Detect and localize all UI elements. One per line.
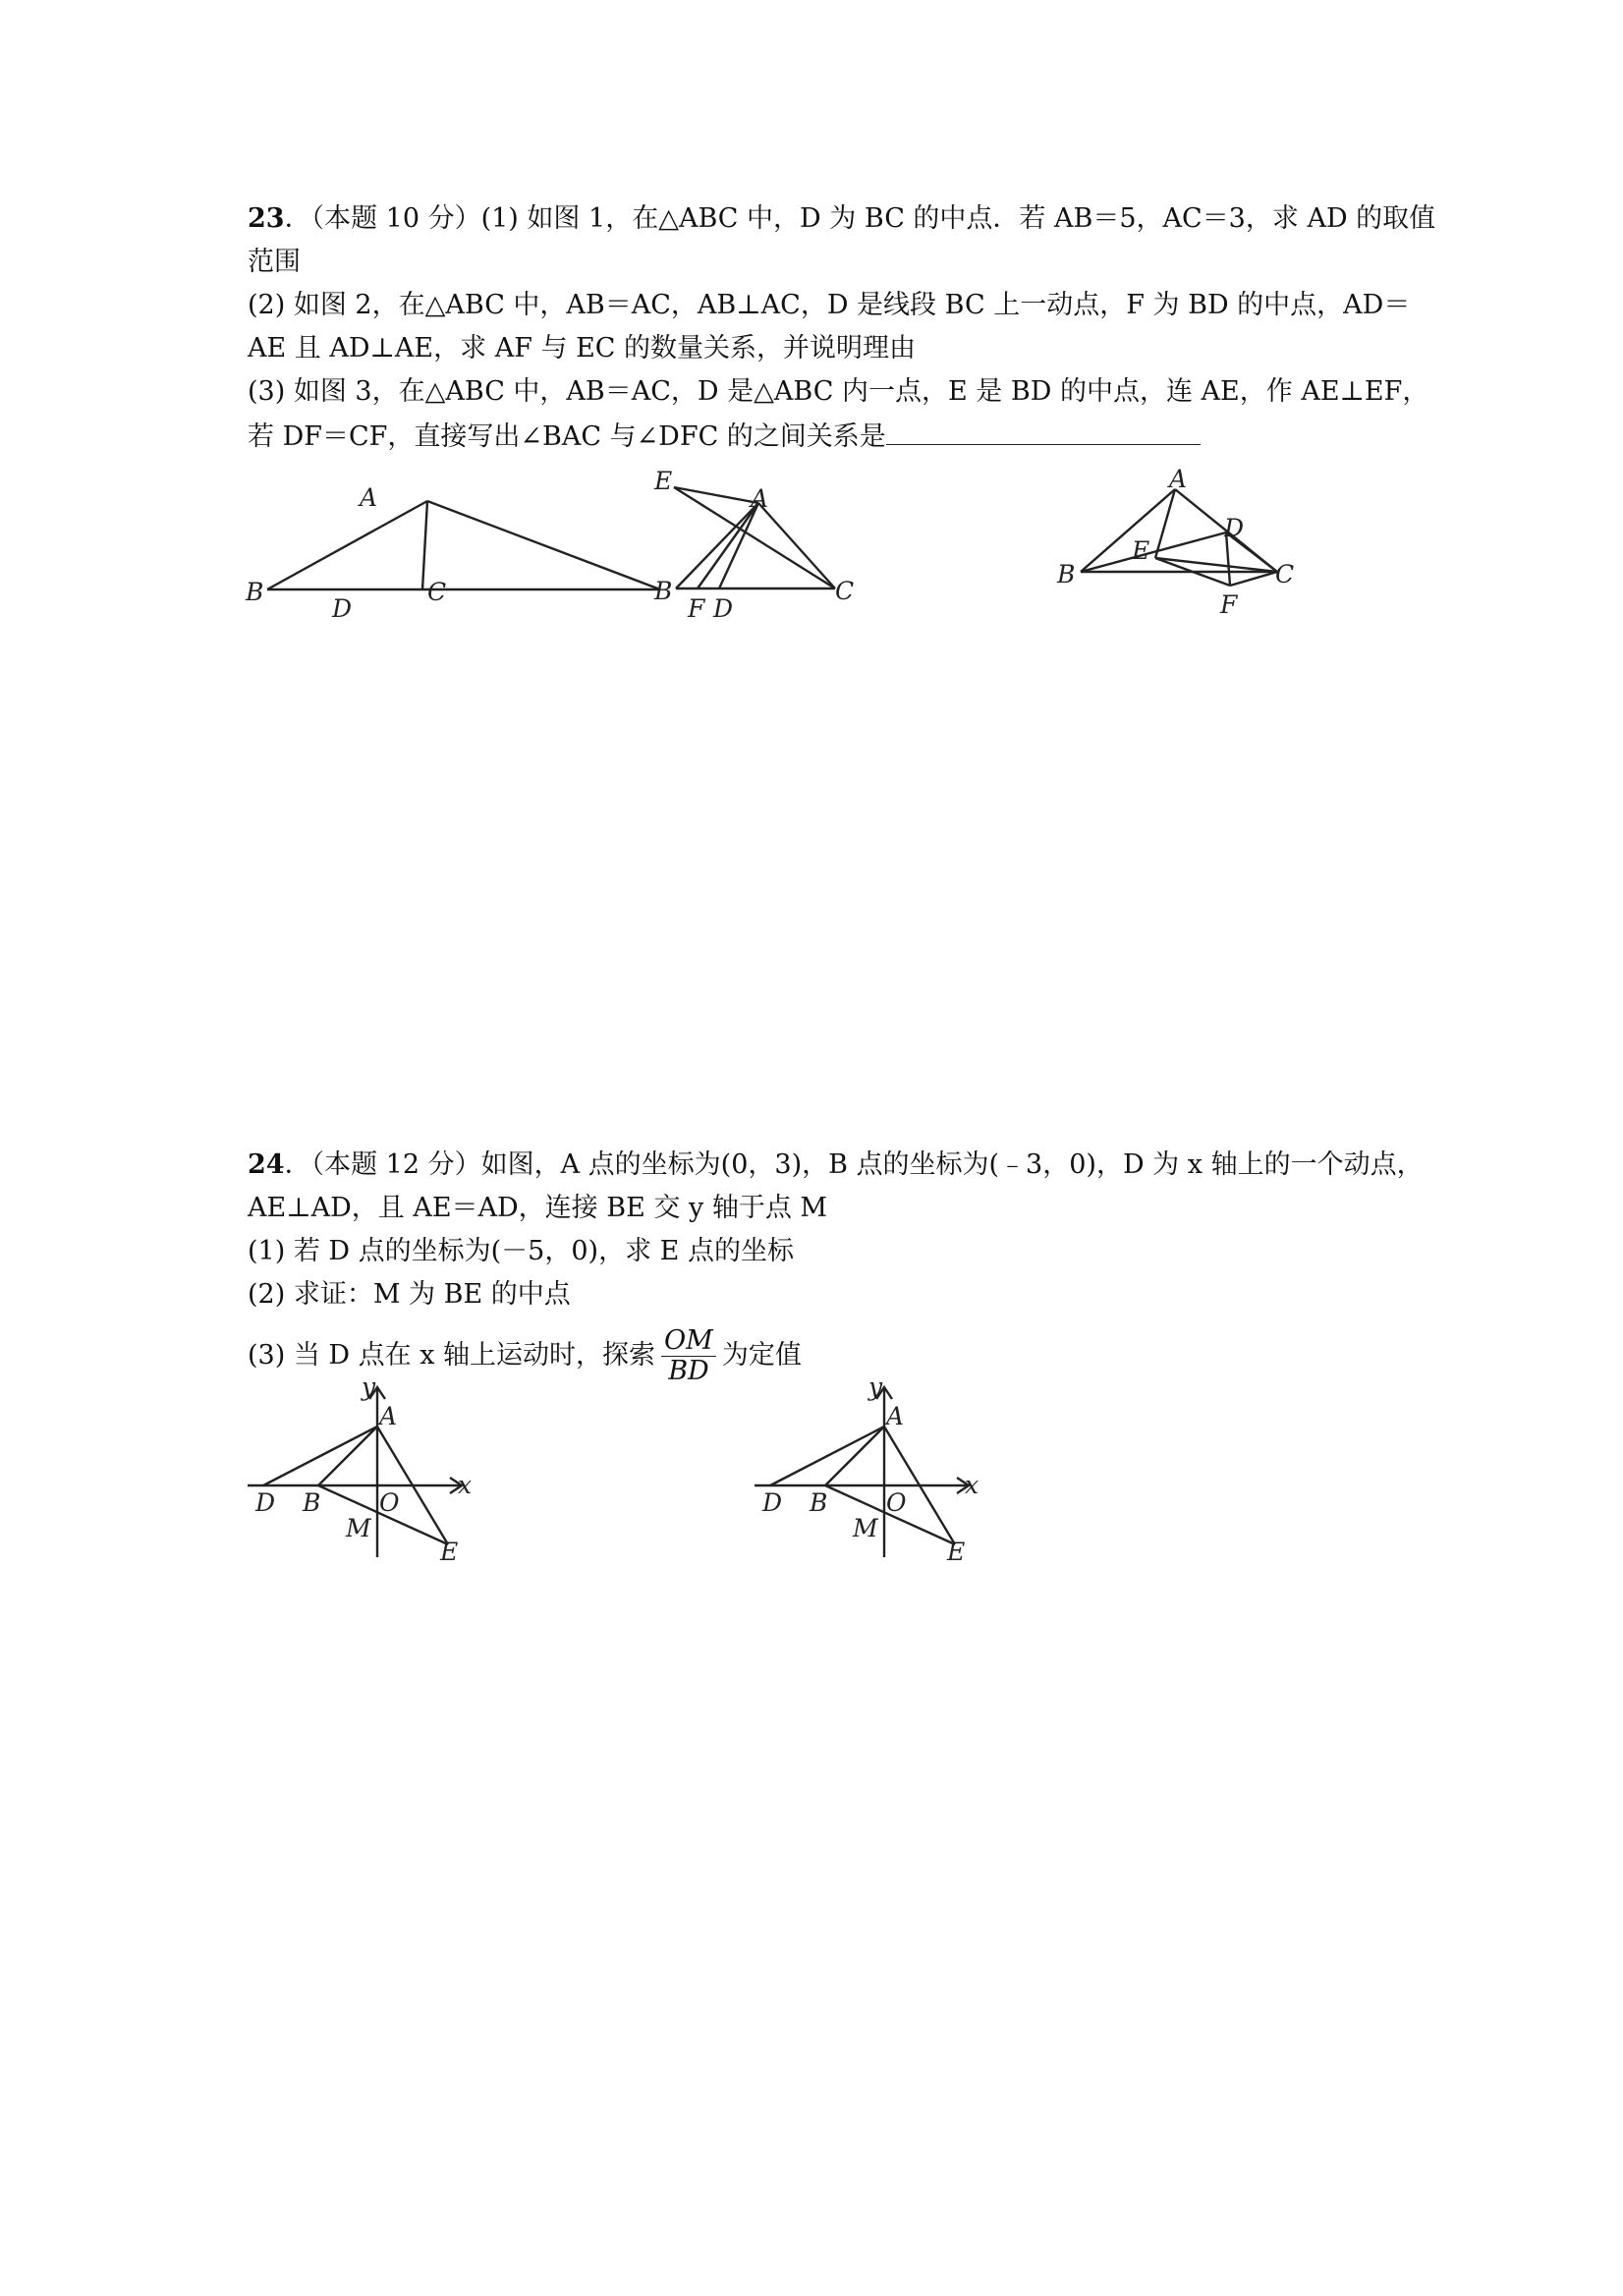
q24-line-1: 24．（本题 12 分）如图，A 点的坐标为(0，3)，B 点的坐标为(﹣3，0)，D 为 x 轴上的一个动点， bbox=[248, 1149, 1424, 1180]
figure-segment bbox=[318, 1427, 377, 1485]
label-e: E bbox=[947, 1538, 966, 1566]
label-c: C bbox=[835, 577, 855, 605]
q23-figure-1 bbox=[236, 472, 501, 629]
label-a: A bbox=[360, 483, 378, 512]
figure-segment bbox=[263, 1427, 377, 1485]
label-b: B bbox=[810, 1488, 828, 1517]
label-d: D bbox=[713, 594, 734, 623]
q23-number: 23 bbox=[248, 203, 285, 234]
figure-segment bbox=[770, 1427, 884, 1485]
label-a: A bbox=[379, 1402, 398, 1430]
q23-figure-2 bbox=[648, 468, 884, 635]
q24-line-5: (3) 当 D 点在 x 轴上运动时，探索 $\frac{OM}{BD}$ 为定值 bbox=[248, 1325, 802, 1386]
figure-segment bbox=[698, 503, 758, 588]
label-x: x bbox=[458, 1471, 473, 1499]
label-d: D bbox=[255, 1488, 276, 1517]
q24-line-3: (1) 若 D 点的坐标为(－5，0)，求 E 点的坐标 bbox=[248, 1236, 794, 1266]
q24-number: 24 bbox=[248, 1149, 285, 1180]
answer-blank[interactable] bbox=[886, 419, 1201, 445]
label-a: A bbox=[1169, 465, 1188, 493]
label-d: D bbox=[1224, 514, 1245, 542]
label-e: E bbox=[654, 467, 673, 495]
q23-line-3: (2) 如图 2，在△ABC 中，AB＝AC，AB⊥AC，D 是线段 BC 上一动点，F 为 BD 的中点，AD＝ bbox=[248, 290, 1411, 320]
q23-line-5: (3) 如图 3，在△ABC 中，AB＝AC，D 是△ABC 内一点，E 是 BD 的中点，连 AE，作 AE⊥EF， bbox=[248, 376, 1429, 407]
label-b: B bbox=[303, 1488, 321, 1517]
label-o: O bbox=[379, 1488, 400, 1517]
label-c: C bbox=[1275, 560, 1295, 588]
label-b: B bbox=[246, 578, 264, 606]
fraction-om-bd: $\frac{OM}{BD}$ bbox=[661, 1326, 716, 1386]
q23-line-1: 23．（本题 10 分）(1) 如图 1，在△ABC 中，D 为 BC 的中点．若 AB＝5，AC＝3，求 AD 的取值 bbox=[248, 203, 1436, 234]
median-ad bbox=[422, 501, 427, 589]
label-y: y bbox=[362, 1372, 376, 1401]
label-f: F bbox=[1220, 590, 1238, 619]
figure-segment bbox=[758, 503, 835, 588]
q24-figure-left bbox=[244, 1372, 479, 1566]
label-d: D bbox=[332, 594, 353, 623]
figure-segment bbox=[1230, 572, 1277, 586]
label-e: E bbox=[1132, 536, 1150, 565]
label-b: B bbox=[1057, 560, 1076, 588]
label-f: F bbox=[688, 594, 705, 623]
figure-segment bbox=[427, 501, 660, 589]
label-y: y bbox=[868, 1372, 883, 1401]
q23-line-2: 范围 bbox=[248, 247, 301, 277]
q23-line-4: AE 且 AD⊥AE，求 AF 与 EC 的数量关系，并说明理由 bbox=[248, 333, 917, 364]
label-a: A bbox=[886, 1402, 905, 1430]
q24-line-2: AE⊥AD，且 AE＝AD，连接 BE 交 y 轴于点 M bbox=[248, 1193, 828, 1223]
label-d: D bbox=[762, 1488, 783, 1517]
label-e: E bbox=[440, 1538, 459, 1566]
q24-line-4: (2) 求证：M 为 BE 的中点 bbox=[248, 1279, 571, 1310]
q23-line-6: 若 DF＝CF，直接写出∠BAC 与∠DFC 的之间关系是 bbox=[248, 419, 1201, 454]
label-c: C bbox=[427, 578, 447, 606]
label-m: M bbox=[346, 1514, 371, 1542]
q24-figure-right bbox=[751, 1372, 986, 1566]
label-m: M bbox=[853, 1514, 878, 1542]
label-x: x bbox=[965, 1471, 979, 1499]
label-a: A bbox=[751, 484, 769, 513]
figure-segment bbox=[267, 501, 427, 589]
q23-figure-3 bbox=[1051, 458, 1307, 625]
label-b: B bbox=[654, 577, 673, 605]
label-o: O bbox=[886, 1488, 907, 1517]
figure-segment bbox=[825, 1427, 884, 1485]
figure-segment bbox=[719, 503, 758, 588]
